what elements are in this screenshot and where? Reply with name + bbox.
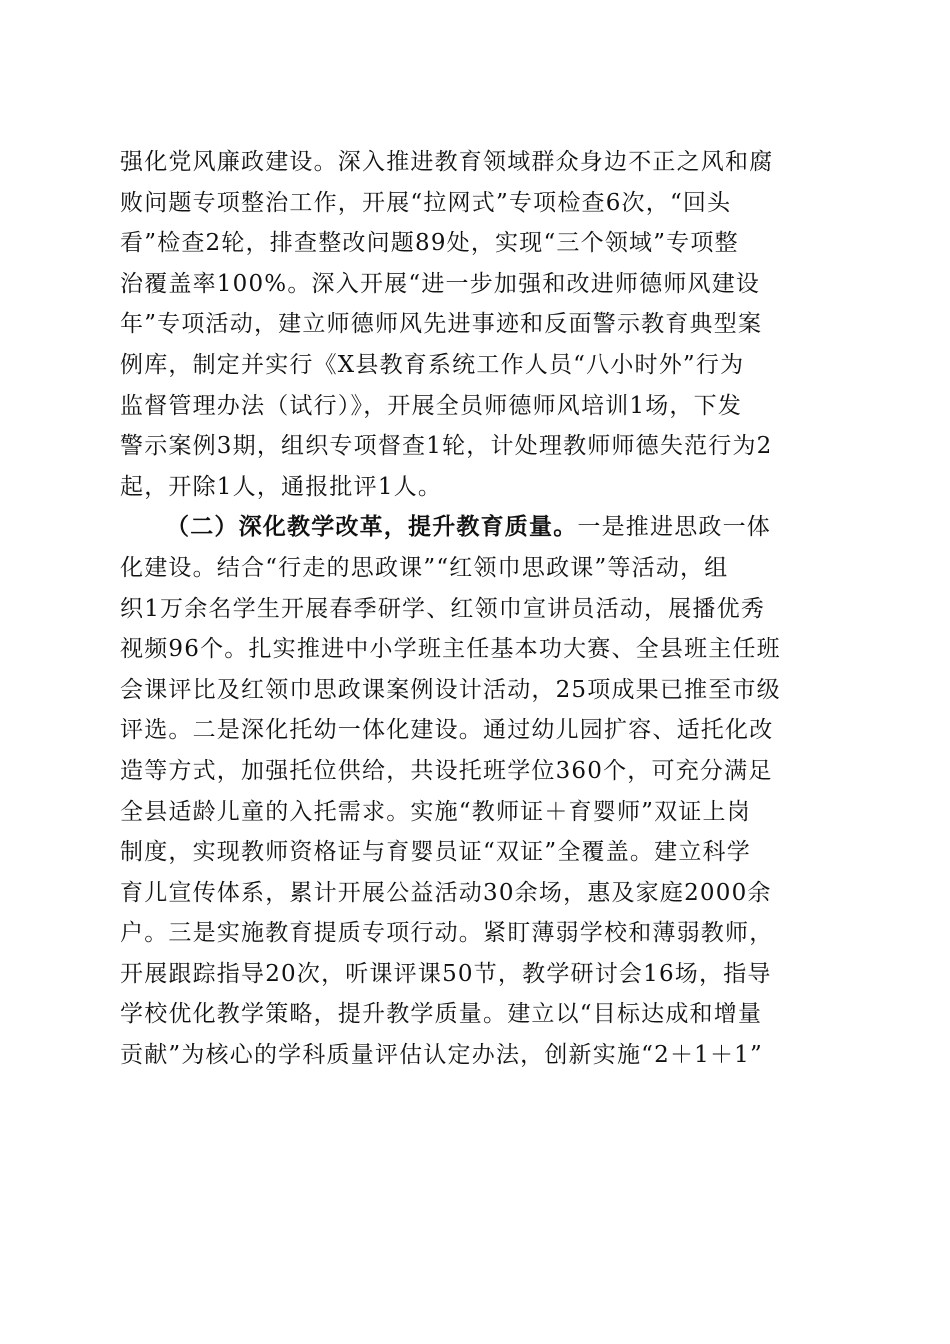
text-line: 育儿宣传体系，累计开展公益活动30余场，惠及家庭2000余 (120, 879, 772, 906)
text-line: 看”检查2轮，排查整改问题89处，实现“三个领域”专项整 (120, 230, 739, 257)
text-line: 开展跟踪指导20次，听课评课50节，教学研讨会16场，指导 (120, 960, 772, 987)
text-line: 年”专项活动，建立师德师风先进事迹和反面警示教育典型案 (120, 311, 763, 338)
text-line: 监督管理办法（试行）》，开展全员师德师风培训1场，下发 (120, 392, 743, 419)
text-line: 治覆盖率100%。深入开展“进一步加强和改进师德师风建设 (120, 270, 761, 297)
text-line: 制度，实现教师资格证与育婴员证“双证”全覆盖。建立科学 (120, 839, 751, 866)
text-line: 学校优化教学策略，提升教学质量。建立以“目标达成和增量 (120, 1001, 763, 1028)
text-line: 会课评比及红领巾思政课案例设计活动，25项成果已推至市级 (120, 676, 781, 703)
text-line: 贡献”为核心的学科质量评估认定办法，创新实施“2＋1＋1” (120, 1042, 763, 1069)
text-line: 强化党风廉政建设。深入推进教育领域群众身边不正之风和腐 (120, 149, 774, 175)
text-line: 评选。二是深化托幼一体化建设。通过幼儿园扩容、适托化改 (120, 717, 774, 744)
section-heading: （二）深化教学改革，提升教育质量。 (166, 513, 578, 541)
text-line: 视频96个。扎实推进中小学班主任基本功大赛、全县班主任班 (120, 636, 781, 663)
body-text (120, 142, 830, 1076)
text-line: 起，开除1人，通报批评1人。 (120, 473, 443, 500)
text-line: 化建设。结合“行走的思政课”“红领巾思政课”等活动，组 (120, 554, 729, 581)
text-run: 一是推进思政一体 (577, 514, 772, 541)
text-line: 造等方式，加强托位供给，共设托班学位360个，可充分满足 (120, 757, 773, 784)
text-line: 例库，制定并实行《X县教育系统工作人员“八小时外”行为 (120, 351, 745, 378)
text-line: 败问题专项整治工作，开展“拉网式”专项检查6次，“回头 (120, 189, 732, 216)
text-line: 警示案例3期，组织专项督查1轮，计处理教师师德失范行为2 (120, 433, 773, 460)
text-line: 全县适龄儿童的入托需求。实施“教师证＋育婴师”双证上岗 (120, 798, 751, 825)
section-heading-line (120, 507, 830, 548)
text-line: 织1万余名学生开展春季研学、红领巾宣讲员活动，展播优秀 (120, 595, 766, 622)
text-line: 户。三是实施教育提质专项行动。紧盯薄弱学校和薄弱教师， (120, 920, 774, 947)
